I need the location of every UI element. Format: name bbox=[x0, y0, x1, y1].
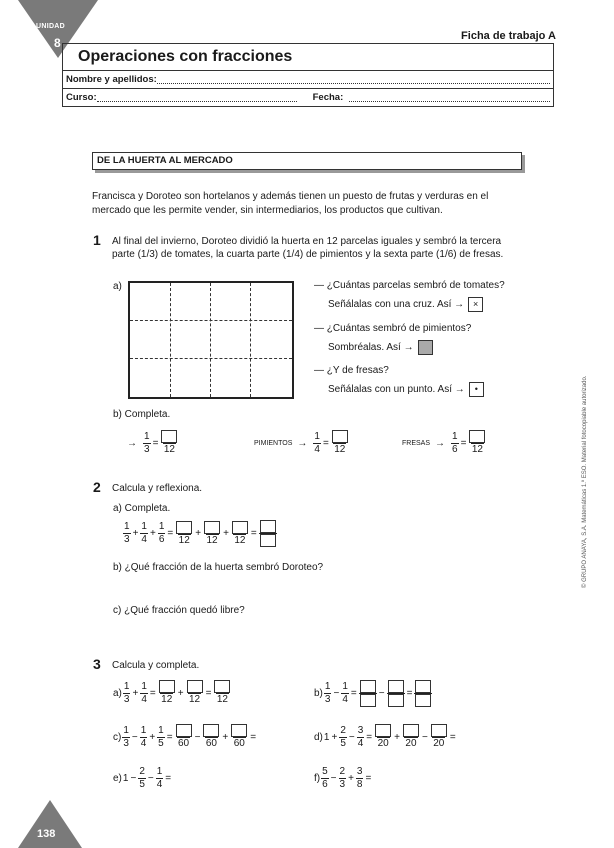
q3-number: 3 bbox=[93, 656, 101, 672]
q3-item-b: b) $\frac{1}{3}$ − $\frac{1}{4}$ = − = bbox=[314, 680, 433, 707]
answer-box[interactable] bbox=[388, 680, 404, 693]
answer-box[interactable] bbox=[360, 680, 376, 693]
denominator: 4 bbox=[314, 443, 320, 455]
fraction: 12 bbox=[203, 521, 221, 547]
q3-item-d: d) 1 + $\frac{2}{5}$ − $\frac{3}{4}$ = 20 + 20 − 20 = bbox=[314, 724, 456, 749]
sheet-label: Ficha de trabajo A bbox=[461, 30, 556, 42]
unit-number: 8 bbox=[54, 36, 61, 50]
shaded-square-icon bbox=[418, 340, 433, 355]
numerator: 1 bbox=[452, 430, 458, 442]
fraction: $\frac{1}{4}$ bbox=[141, 521, 147, 545]
answer-box[interactable] bbox=[260, 520, 276, 533]
q1-mark-dot-text: Señálalas con un punto. Así → bbox=[328, 384, 465, 395]
course-field[interactable] bbox=[97, 93, 297, 102]
arrow-icon: → bbox=[127, 437, 137, 449]
q1-number: 1 bbox=[93, 232, 101, 248]
q1-mark-cross-text: Señálalas con una cruz. Así → bbox=[328, 299, 465, 310]
answer-box[interactable] bbox=[469, 430, 485, 443]
grid-line bbox=[250, 283, 251, 397]
q1-prompt-tomatoes: — ¿Cuántas parcelas sembró de tomates? bbox=[314, 280, 505, 291]
q1-prompt-strawberries: — ¿Y de fresas? bbox=[314, 365, 389, 376]
numerator: 1 bbox=[314, 430, 320, 442]
fraction bbox=[313, 431, 321, 456]
divider bbox=[62, 88, 554, 89]
answer-box[interactable] bbox=[431, 724, 447, 737]
divider bbox=[62, 70, 554, 71]
fraction bbox=[451, 431, 459, 456]
q1-part-b: b) Completa. bbox=[113, 409, 171, 420]
arrow-icon: → bbox=[297, 437, 308, 449]
answer-box[interactable] bbox=[176, 724, 192, 737]
answer-box[interactable] bbox=[260, 534, 276, 547]
answer-box[interactable] bbox=[232, 521, 248, 534]
name-field[interactable] bbox=[157, 75, 550, 84]
q1-peppers-eq bbox=[254, 430, 350, 456]
q1-tomatoes-eq bbox=[122, 430, 179, 456]
answer-box[interactable] bbox=[161, 430, 177, 443]
q2-part-a: a) Completa. bbox=[113, 503, 171, 514]
course-label: Curso: bbox=[66, 92, 97, 103]
q1-prompt-peppers: — ¿Cuántas sembró de pimientos? bbox=[314, 323, 472, 334]
fraction bbox=[259, 520, 277, 547]
course-row bbox=[66, 92, 550, 103]
equals: = bbox=[152, 437, 159, 449]
answer-box[interactable] bbox=[388, 694, 404, 707]
q2-part-b: b) ¿Qué fracción de la huerta sembró Doroteo? bbox=[113, 562, 324, 573]
date-label: Fecha: bbox=[312, 92, 344, 103]
copyright-note: © GRUPO ANAYA, S.A. Matemáticas 1.º ESO. Material fotocopiable autorizado. bbox=[582, 375, 588, 588]
answer-box[interactable] bbox=[360, 694, 376, 707]
grid-line bbox=[130, 320, 292, 321]
answer-box[interactable] bbox=[415, 694, 431, 707]
fraction: 12 bbox=[231, 521, 249, 547]
answer-box[interactable] bbox=[214, 680, 230, 693]
equals: = bbox=[460, 437, 467, 449]
denominator: 12 bbox=[163, 444, 175, 455]
arrow-icon: → bbox=[435, 437, 446, 449]
peppers-label: PIMIENTOS bbox=[254, 439, 293, 447]
answer-box[interactable] bbox=[332, 430, 348, 443]
answer-box[interactable] bbox=[403, 724, 419, 737]
answer-box[interactable] bbox=[203, 724, 219, 737]
intro-paragraph: Francisca y Doroteo son hortelanos y además tienen un puesto de frutas y verduras en el mercado que les permite vender, sin intermediarios, los productos que cultivan. bbox=[92, 191, 489, 216]
fraction: $\frac{1}{3}$ bbox=[124, 521, 130, 545]
denominator: 12 bbox=[471, 444, 483, 455]
q2-part-c: c) ¿Qué fracción quedó libre? bbox=[113, 605, 245, 616]
q1-mark-dot-row bbox=[328, 382, 484, 397]
answer-box[interactable] bbox=[231, 724, 247, 737]
q1-text: Al final del invierno, Doroteo dividió la huerta en 12 parcelas iguales y sembró la tercera parte (1/3) de tomates, la cuarta parte (1/4) de pimientos y la sexta parte (1/6) de fresas. bbox=[112, 236, 504, 260]
cross-icon: × bbox=[468, 297, 483, 312]
unit-label: UNIDAD bbox=[36, 23, 66, 30]
answer-box[interactable] bbox=[375, 724, 391, 737]
q3-item-a: a) $\frac{1}{3}$ + $\frac{1}{4}$ = 12 + 12 = 12 bbox=[113, 680, 232, 706]
q2-number: 2 bbox=[93, 479, 101, 495]
name-row bbox=[66, 74, 550, 85]
q3-text: Calcula y completa. bbox=[112, 660, 200, 671]
date-field[interactable] bbox=[349, 93, 550, 102]
answer-box[interactable] bbox=[204, 521, 220, 534]
denominator: 6 bbox=[452, 443, 458, 455]
q1-mark-shade-row bbox=[328, 340, 433, 355]
q3-item-e: e) 1 − $\frac{2}{5}$ − $\frac{1}{4}$ = bbox=[113, 766, 172, 790]
answer-box[interactable] bbox=[176, 521, 192, 534]
q1-mark-cross-row bbox=[328, 297, 483, 312]
answer-box[interactable] bbox=[415, 680, 431, 693]
fraction: 12 bbox=[175, 521, 193, 547]
grid-line bbox=[130, 358, 292, 359]
section-title: DE LA HUERTA AL MERCADO bbox=[92, 152, 522, 170]
q3-item-f: f) $\frac{5}{6}$ − $\frac{2}{3}$ + $\frac{3}{8}$ = bbox=[314, 766, 372, 790]
denominator: 12 bbox=[334, 444, 346, 455]
dot-icon: • bbox=[469, 382, 484, 397]
q1-strawberries-eq bbox=[402, 430, 487, 456]
numerator: 1 bbox=[144, 430, 150, 442]
q1-part-a: a) bbox=[113, 281, 122, 292]
name-label: Nombre y apellidos: bbox=[66, 74, 157, 85]
grid-line bbox=[170, 283, 171, 397]
fraction bbox=[143, 431, 151, 456]
page-title: Operaciones con fracciones bbox=[78, 48, 293, 65]
equals: = bbox=[322, 437, 329, 449]
page-number: 138 bbox=[37, 828, 56, 840]
answer-box[interactable] bbox=[187, 680, 203, 693]
fraction: $\frac{1}{6}$ bbox=[158, 521, 165, 545]
fraction bbox=[468, 430, 486, 456]
answer-box[interactable] bbox=[159, 680, 175, 693]
q3-item-c: c) $\frac{1}{3}$ − $\frac{1}{4}$ + $\frac{1}{5}$ = 60 − 60 + 60 = bbox=[113, 724, 257, 749]
q2-text: Calcula y reflexiona. bbox=[112, 483, 203, 494]
strawberries-label: FRESAS bbox=[402, 439, 431, 447]
denominator: 3 bbox=[144, 443, 150, 455]
grid-line bbox=[210, 283, 211, 397]
page-badge bbox=[18, 800, 82, 848]
fraction bbox=[160, 430, 178, 456]
garden-grid[interactable] bbox=[128, 281, 294, 399]
q1-mark-shade-text: Sombréalas. Así → bbox=[328, 342, 414, 353]
fraction bbox=[331, 430, 349, 456]
q2-equation: $\frac{1}{3}$ + $\frac{1}{4}$ + $\frac{1}{6}$ = 12 + 12 + 12 = bbox=[122, 520, 278, 547]
